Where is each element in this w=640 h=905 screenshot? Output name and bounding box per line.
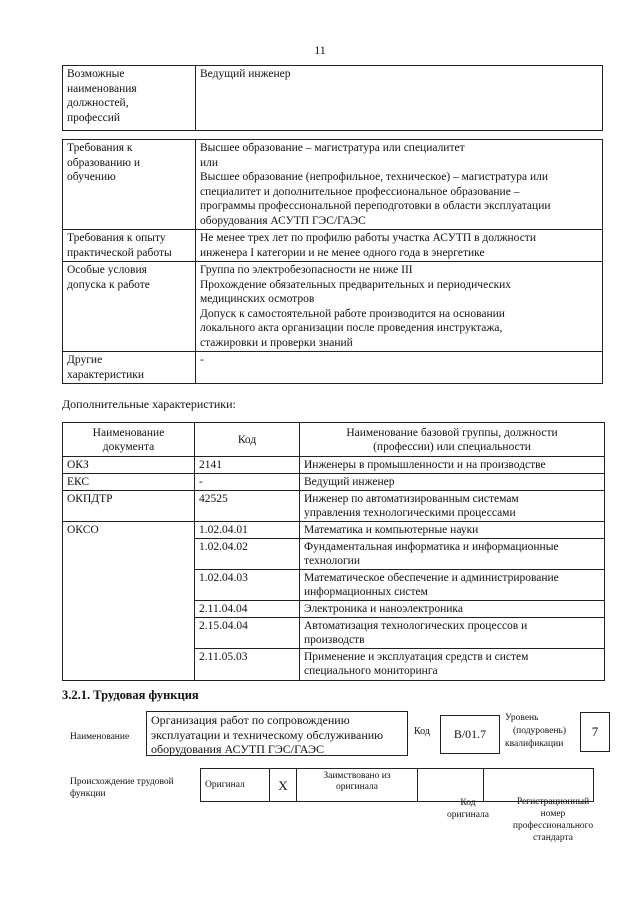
table-row: ЕКС - Ведущий инженер: [63, 474, 605, 491]
original-mark: X: [270, 769, 297, 802]
requirement-row-special: [63, 262, 603, 352]
requirement-row-education: [63, 140, 603, 230]
function-title: 3.2.1. Трудовая функция: [62, 688, 199, 702]
additional-table: [62, 422, 605, 681]
function-code-box: B/01.7: [440, 715, 500, 754]
borrowed-label: Заимствовано из оригинала: [297, 769, 418, 802]
table-row: 1.02.04.02 Фундаментальная информатика и информационные технологии: [63, 539, 605, 570]
header-name: Наименование базовой группы, должности (профессии) или специальности: [300, 423, 605, 457]
positions-label: Возможные наименования должностей, профессий: [63, 66, 196, 131]
page-number: 11: [314, 43, 326, 57]
additional-title: Дополнительные характеристики:: [62, 397, 236, 411]
table-header-row: [63, 423, 605, 457]
requirement-value: Высшее образование – магистратура или специалитет или Высшее образование (непрофильное, техническое) – магистратура или специалитет и дополнительное профессиональное образование – программы профессиональной переподготовки в области эксплуатации оборудования АСУТП ГЭС/ГАЭС: [196, 140, 603, 230]
table-row: ОКСО 1.02.04.01 Математика и компьютерные науки: [63, 522, 605, 539]
table-row: 1.02.04.03 Математическое обеспечение и администрирование информационных систем: [63, 570, 605, 601]
origin-label: Происхождение трудовой функции: [70, 777, 174, 799]
level-box: 7: [580, 712, 610, 752]
function-code-label: Код: [414, 726, 430, 737]
requirement-label: Другие характеристики: [63, 352, 196, 384]
function-name-box: Организация работ по сопровождению эксплуатации и техническому обслуживанию оборудования АСУТП ГЭС/ГАЭС: [146, 711, 408, 756]
requirement-row-experience: [63, 230, 603, 262]
header-doc: Наименование документа: [63, 423, 195, 457]
requirement-label: Требования к образованию и обучению: [63, 140, 196, 230]
table-row: ОКПДТР 42525 Инженер по автоматизированным системам управления технологическими процессами: [63, 491, 605, 522]
original-label: Оригинал: [201, 769, 270, 802]
requirement-label: Требования к опыту практической работы: [63, 230, 196, 262]
table-row: 2.15.04.04 Автоматизация технологических процессов и производств: [63, 618, 605, 649]
level-label: Уровень (подуровень) квалификации: [505, 713, 567, 749]
requirement-value: -: [196, 352, 603, 384]
table-row: 2.11.05.03 Применение и эксплуатация средств и систем специального мониторинга: [63, 649, 605, 681]
header-code: Код: [195, 423, 300, 457]
table-row: 2.11.04.04 Электроника и наноэлектроника: [63, 601, 605, 618]
function-name-label: Наименование: [70, 732, 130, 742]
positions-value: Ведущий инженер: [196, 66, 603, 131]
requirement-row-other: [63, 352, 603, 384]
requirements-table: [62, 139, 603, 384]
requirement-value: Не менее трех лет по профилю работы участка АСУТП в должности инженера I категории и не менее одного года в энергетике: [196, 230, 603, 262]
positions-table: [62, 65, 603, 131]
code-original-label: Код оригинала: [447, 798, 489, 820]
table-row: ОКЗ 2141 Инженеры в промышленности и на производстве: [63, 457, 605, 474]
requirement-label: Особые условия допуска к работе: [63, 262, 196, 352]
requirement-value: Группа по электробезопасности не ниже III Прохождение обязательных предварительных и периодических медицинских осмотров Допуск к самостоятельной работе производится на основании локального акта организации после проведения инструктажа, стажировки и проверки знаний: [196, 262, 603, 352]
reg-number-label: Регистрационный номер профессионального стандарта: [512, 797, 594, 843]
